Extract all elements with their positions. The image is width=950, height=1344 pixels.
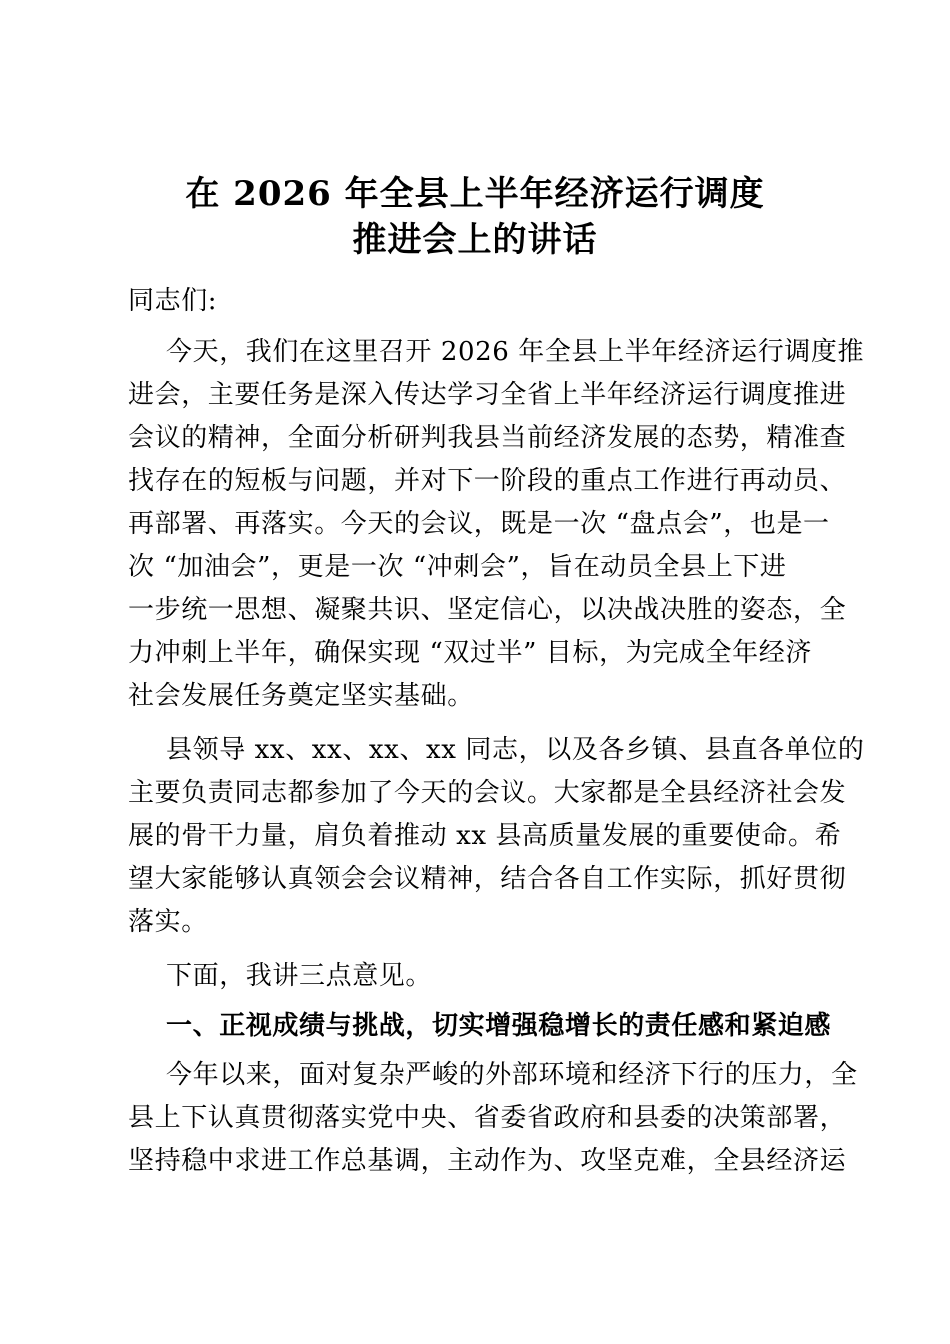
paragraph-line: 找存在的短板与问题，并对下一阶段的重点工作进行再动员、: [128, 466, 847, 496]
paragraph-line: 下面，我讲三点意见。: [166, 961, 433, 991]
paragraph-line: 今天，我们在这里召开 2026 年全县上半年经济运行调度推: [166, 337, 865, 367]
paragraph-line: 展的骨干力量，肩负着推动 xx 县高质量发展的重要使命。希: [128, 821, 842, 851]
paragraph-line: 望大家能够认真领会会议精神，结合各自工作实际，抓好贯彻: [128, 864, 847, 894]
paragraph-line: 一步统一思想、凝聚共识、坚定信心，以决战决胜的姿态，全: [128, 595, 847, 625]
paragraph-line: 次 “加油会”，更是一次 “冲刺会”，旨在动员全县上下进: [128, 552, 787, 582]
paragraph-line: 会议的精神，全面分析研判我县当前经济发展的态势，精准查: [128, 423, 847, 453]
paragraph-line: 社会发展任务奠定坚实基础。: [128, 681, 474, 711]
paragraph-line: 进会，主要任务是深入传达学习全省上半年经济运行调度推进: [128, 380, 847, 410]
paragraph-line: 落实。: [128, 907, 208, 937]
paragraph-line: 主要负责同志都参加了今天的会议。大家都是全县经济社会发: [128, 778, 847, 808]
paragraph-line: 力冲刺上半年，确保实现 “双过半” 目标，为完成全年经济: [128, 638, 812, 668]
document-title-line-2: 推进会上的讲话: [352, 220, 598, 260]
document-title-line-1: 在 2026 年全县上半年经济运行调度: [185, 174, 765, 214]
paragraph-line: 县领导 xx、xx、xx、xx 同志，以及各乡镇、县直各单位的: [166, 735, 865, 765]
paragraph-line: 坚持稳中求进工作总基调，主动作为、攻坚克难，全县经济运: [128, 1146, 847, 1176]
salutation: 同志们:: [128, 286, 218, 316]
section-heading: 一、正视成绩与挑战，切实增强稳增长的责任感和紧迫感: [166, 1011, 832, 1041]
paragraph-line: 今年以来，面对复杂严峻的外部环境和经济下行的压力，全: [166, 1060, 858, 1090]
paragraph-line: 再部署、再落实。今天的会议，既是一次 “盘点会”，也是一: [128, 509, 830, 539]
paragraph-line: 县上下认真贯彻落实党中央、省委省政府和县委的决策部署，: [128, 1103, 847, 1133]
